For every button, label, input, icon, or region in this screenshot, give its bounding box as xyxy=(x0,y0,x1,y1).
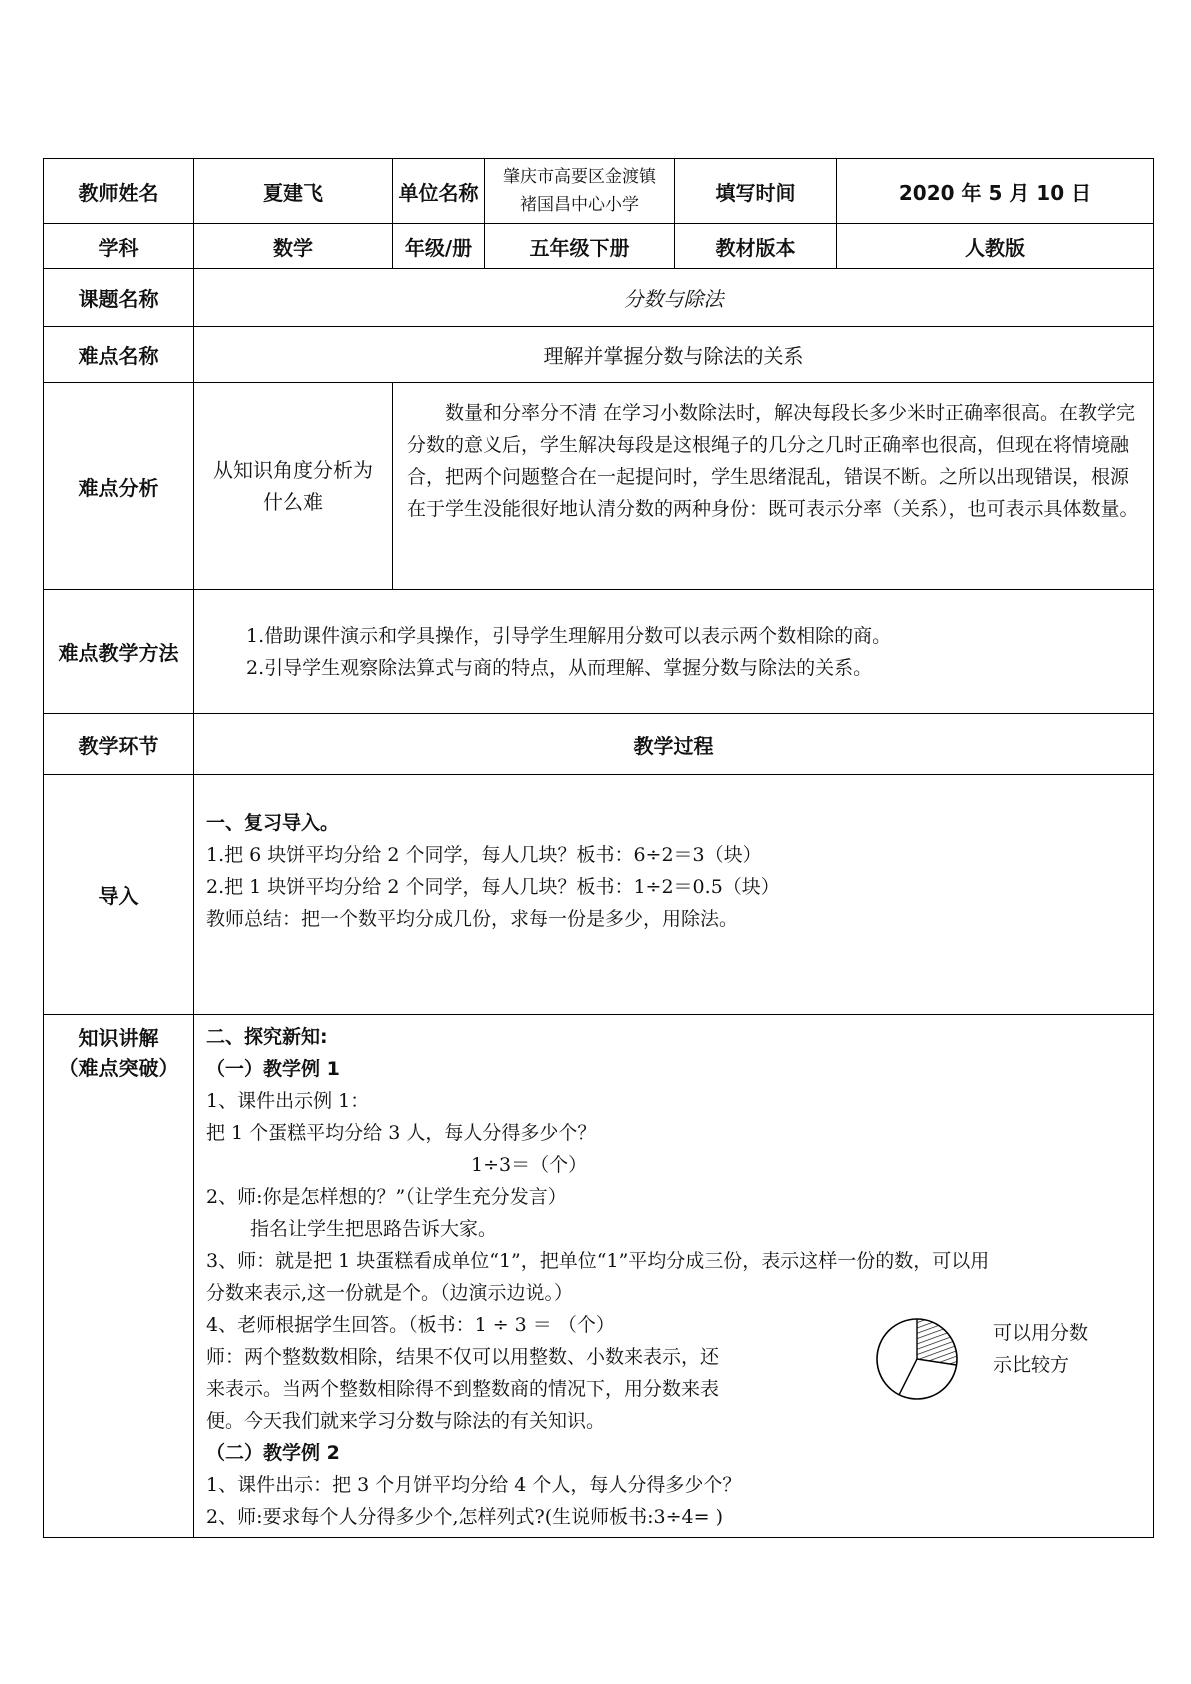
method-row xyxy=(44,590,1154,714)
knowledge-line-10: 来表示。当两个整数相除得不到整数商的情况下，用分数来表 xyxy=(206,1378,720,1400)
knowledge-line-11: 便。今天我们就来学习分数与除法的有关知识。 xyxy=(206,1410,606,1432)
intro-line-3: 教师总结：把一个数平均分成几份，求每一份是多少，用除法。 xyxy=(206,908,739,930)
example2-title: （二）教学例 2 xyxy=(206,1442,340,1464)
knowledge-label-line2: （难点突破） xyxy=(58,1056,179,1080)
date-value: 2020 年 5 月 10 日 xyxy=(837,159,1154,224)
method-item-1: 1.借助课件演示和学具操作，引导学生理解用分数可以表示两个数相除的商。 xyxy=(246,624,892,647)
knowledge-title: 二、探究新知: xyxy=(206,1026,328,1048)
edition-label: 教材版本 xyxy=(675,224,837,269)
knowledge-line-2: 把 1 个蛋糕平均分给 3 人，每人分得多少个？ xyxy=(206,1122,597,1144)
knowledge-line-7: 分数来表示,这一份就是个。（边演示边说。） xyxy=(206,1282,574,1304)
process-header-row xyxy=(44,714,1154,775)
process-label: 教学过程 xyxy=(194,714,1154,775)
lesson-plan-table xyxy=(43,158,1154,1538)
analysis-text: 数量和分率分不清 在学习小数除法时，解决每段长多少米时正确率很高。在教学完分数的意义后，学生解决每段是这根绳子的几分之几时正确率也很高，但现在将情境融合，把两个问题整合在一起提问时，学生思绪混乱，错误不断。之所以出现错误，根源在于学生没能很好地认清分数的两种身份：既可表示分率（关系），也可表示具体数量。 xyxy=(393,383,1154,590)
unit-name-line1: 肇庆市高要区金渡镇 xyxy=(503,167,656,187)
subject-value: 数学 xyxy=(194,224,393,269)
knowledge-line-8: 4、老师根据学生回答。（板书：1 ÷ 3 ＝ （个） xyxy=(206,1314,615,1336)
pie-section xyxy=(206,1309,1143,1437)
header-row-2 xyxy=(44,224,1154,269)
knowledge-label xyxy=(44,1015,194,1538)
date-label: 填写时间 xyxy=(675,159,837,224)
knowledge-line-9: 师：两个整数数相除，结果不仅可以用整数、小数来表示，还 xyxy=(206,1346,720,1368)
knowledge-line-12: 1、课件出示：把 3 个月饼平均分给 4 个人，每人分得多少个？ xyxy=(206,1474,742,1496)
difficulty-label: 难点名称 xyxy=(44,327,194,383)
knowledge-line-6: 3、师：就是把 1 块蛋糕看成单位“1”，把单位“1”平均分成三份，表示这样一份的数，可以用 xyxy=(206,1250,990,1272)
pie-figure xyxy=(875,1311,1135,1407)
teacher-label: 教师姓名 xyxy=(44,159,194,224)
knowledge-row xyxy=(44,1015,1154,1538)
unit-label: 单位名称 xyxy=(393,159,485,224)
knowledge-equation-1: 1÷3＝（个） xyxy=(471,1154,588,1176)
subject-label: 学科 xyxy=(44,224,194,269)
side-note-line1: 可以用分数 xyxy=(993,1322,1089,1344)
side-note-line2: 示比较方 xyxy=(993,1354,1070,1376)
intro-label: 导入 xyxy=(44,775,194,1015)
knowledge-line-1: 1、课件出示例 1： xyxy=(206,1090,370,1112)
grade-value: 五年级下册 xyxy=(485,224,675,269)
analysis-label: 难点分析 xyxy=(44,383,194,590)
intro-line-2: 2.把 1 块饼平均分给 2 个同学，每人几块？板书：1÷2＝0.5（块） xyxy=(206,876,780,898)
pie-side-note xyxy=(993,1317,1088,1381)
knowledge-content xyxy=(194,1015,1154,1538)
knowledge-line-5: 指名让学生把思路告诉大家。 xyxy=(250,1218,498,1240)
edition-value: 人教版 xyxy=(837,224,1154,269)
unit-name xyxy=(485,159,675,224)
knowledge-line-4: 2、师:你是怎样想的？”（让学生充分发言） xyxy=(206,1186,567,1208)
analysis-row xyxy=(44,383,1154,590)
grade-label: 年级/册 xyxy=(393,224,485,269)
analysis-sub-label-line1: 从知识角度分析为 xyxy=(213,458,373,482)
topic-row xyxy=(44,269,1154,327)
method-item-2: 2.引导学生观察除法算式与商的特点，从而理解、掌握分数与除法的关系。 xyxy=(246,656,873,679)
difficulty-row xyxy=(44,327,1154,383)
intro-title: 一、复习导入。 xyxy=(206,812,340,834)
topic-value: 分数与除法 xyxy=(194,269,1154,327)
pie-thirds-icon xyxy=(875,1311,965,1407)
analysis-sub-label-line2: 什么难 xyxy=(263,490,323,514)
topic-label: 课题名称 xyxy=(44,269,194,327)
header-row-1 xyxy=(44,159,1154,224)
analysis-sub-label xyxy=(194,383,393,590)
intro-content xyxy=(194,775,1154,1015)
knowledge-line-13: 2、师:要求每个人分得多少个,怎样列式?(生说师板书:3÷4= ) xyxy=(206,1506,723,1528)
unit-name-line2: 褚国昌中心小学 xyxy=(520,195,639,215)
stage-label: 教学环节 xyxy=(44,714,194,775)
intro-line-1: 1.把 6 块饼平均分给 2 个同学，每人几块？板书：6÷2＝3（块） xyxy=(206,844,762,866)
method-list xyxy=(194,590,1154,714)
example1-title: （一）教学例 1 xyxy=(206,1058,340,1080)
difficulty-value: 理解并掌握分数与除法的关系 xyxy=(194,327,1154,383)
intro-row xyxy=(44,775,1154,1015)
teacher-name: 夏建飞 xyxy=(194,159,393,224)
knowledge-label-line1: 知识讲解 xyxy=(78,1026,159,1050)
method-label: 难点教学方法 xyxy=(44,590,194,714)
